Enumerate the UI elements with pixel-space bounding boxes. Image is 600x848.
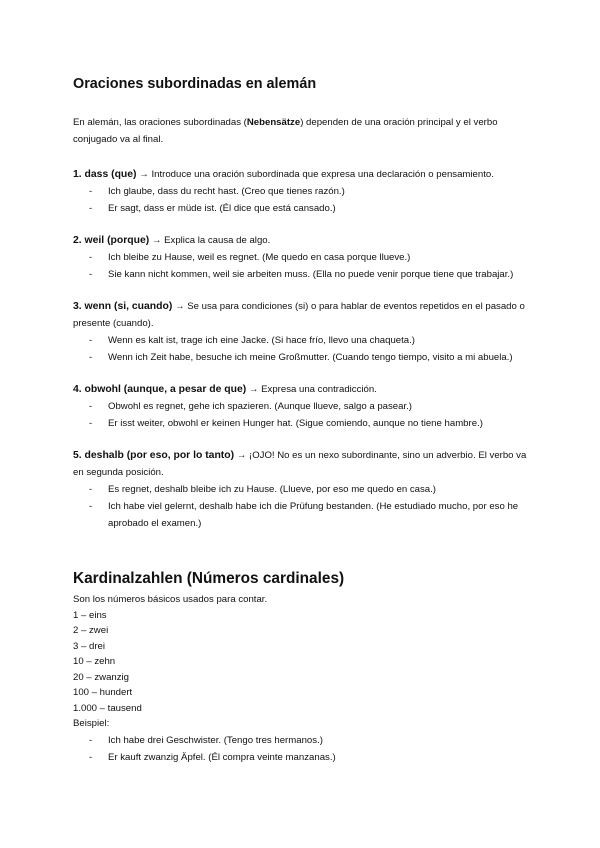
section-keyword: 2. weil (porque) bbox=[73, 235, 150, 246]
section-keyword: 1. dass (que) bbox=[73, 169, 137, 180]
list-item: - Sie kann nicht kommen, weil sie arbeiten muss. (Ella no puede venir porque tiene que trabajar.) bbox=[73, 266, 533, 283]
section-heading bbox=[73, 381, 533, 398]
section-title: Kardinalzahlen (Números cardinales) bbox=[73, 570, 345, 587]
number-item: 1.000 – tausend bbox=[73, 702, 142, 714]
example-list bbox=[73, 183, 533, 217]
number-item: 20 – zwanzig bbox=[73, 671, 129, 683]
example-list bbox=[73, 398, 533, 432]
section-obwohl bbox=[73, 381, 533, 432]
section-description: → Introduce una oración subordinada que expresa una declaración o pensamiento. bbox=[136, 169, 494, 180]
intro-term: Nebensätze bbox=[246, 117, 301, 128]
list-item: - Er sagt, dass er müde ist. (Él dice que está cansado.) bbox=[73, 200, 533, 217]
section-heading bbox=[73, 447, 533, 481]
number-item: 3 – drei bbox=[73, 640, 105, 652]
intro-text-before: En alemán, las oraciones subordinadas ( bbox=[73, 117, 247, 128]
list-item: - Er isst weiter, obwohl er keinen Hunger hat. (Sigue comiendo, aunque no tiene hambre.) bbox=[73, 415, 533, 432]
section-kardinalzahlen bbox=[73, 570, 533, 766]
intro-text-after: ) dependen de una oración principal y el verbo conjugado va al final. bbox=[73, 117, 498, 145]
example-list bbox=[73, 481, 533, 532]
section-description: → Se usa para condiciones (si) o para hablar de eventos repetidos en el pasado o presente (cuando). bbox=[73, 301, 525, 329]
list-item: - Obwohl es regnet, gehe ich spazieren. (Aunque llueve, salgo a pasear.) bbox=[73, 398, 533, 415]
section-heading bbox=[73, 166, 533, 183]
example-list bbox=[73, 332, 533, 366]
list-item: - Ich bleibe zu Hause, weil es regnet. (Me quedo en casa porque llueve.) bbox=[73, 249, 533, 266]
section-keyword: 5. deshalb (por eso, por lo tanto) bbox=[73, 450, 235, 461]
section-heading bbox=[73, 232, 533, 249]
section-description: → Explica la causa de algo. bbox=[149, 235, 271, 246]
list-item: - Ich habe viel gelernt, deshalb habe ich die Prüfung bestanden. (He estudiado mucho, por eso he aprobado el examen.) bbox=[73, 498, 533, 532]
spacer bbox=[73, 547, 533, 570]
number-item: 100 – hundert bbox=[73, 687, 133, 698]
example-list bbox=[73, 249, 533, 283]
document-title: Oraciones subordinadas en alemán bbox=[73, 76, 317, 92]
section-description: Son los números básicos usados para contar. bbox=[73, 594, 268, 605]
section-weil bbox=[73, 232, 533, 283]
section-heading bbox=[73, 298, 533, 332]
section-description: → Expresa una contradicción. bbox=[246, 384, 377, 395]
example-label: Beispiel: bbox=[73, 718, 110, 729]
section-description: → ¡OJO! No es un nexo subordinante, sino un adverbio. El verbo va en segunda posición. bbox=[73, 450, 527, 478]
intro-paragraph bbox=[73, 114, 533, 148]
list-item: - Wenn es kalt ist, trage ich eine Jacke. (Si hace frío, llevo una chaqueta.) bbox=[73, 332, 533, 349]
list-item: - Wenn ich Zeit habe, besuche ich meine Großmutter. (Cuando tengo tiempo, visito a mi abuela.) bbox=[73, 349, 533, 366]
number-item: 1 – eins bbox=[73, 609, 107, 621]
example-list bbox=[73, 732, 533, 766]
list-item: - Ich glaube, dass du recht hast. (Creo que tienes razón.) bbox=[73, 183, 533, 200]
section-keyword: 3. wenn (si, cuando) bbox=[73, 301, 173, 312]
number-item: 10 – zehn bbox=[73, 656, 116, 667]
section-keyword: 4. obwohl (aunque, a pesar de que) bbox=[73, 384, 247, 395]
section-wenn bbox=[73, 298, 533, 366]
section-deshalb bbox=[73, 447, 533, 532]
section-dass bbox=[73, 166, 533, 217]
document-body bbox=[73, 76, 533, 766]
list-item: - Es regnet, deshalb bleibe ich zu Hause. (Llueve, por eso me quedo en casa.) bbox=[73, 481, 533, 498]
number-item: 2 – zwei bbox=[73, 625, 109, 636]
list-item: - Er kauft zwanzig Äpfel. (Él compra veinte manzanas.) bbox=[73, 749, 533, 766]
list-item: - Ich habe drei Geschwister. (Tengo tres hermanos.) bbox=[73, 732, 533, 749]
